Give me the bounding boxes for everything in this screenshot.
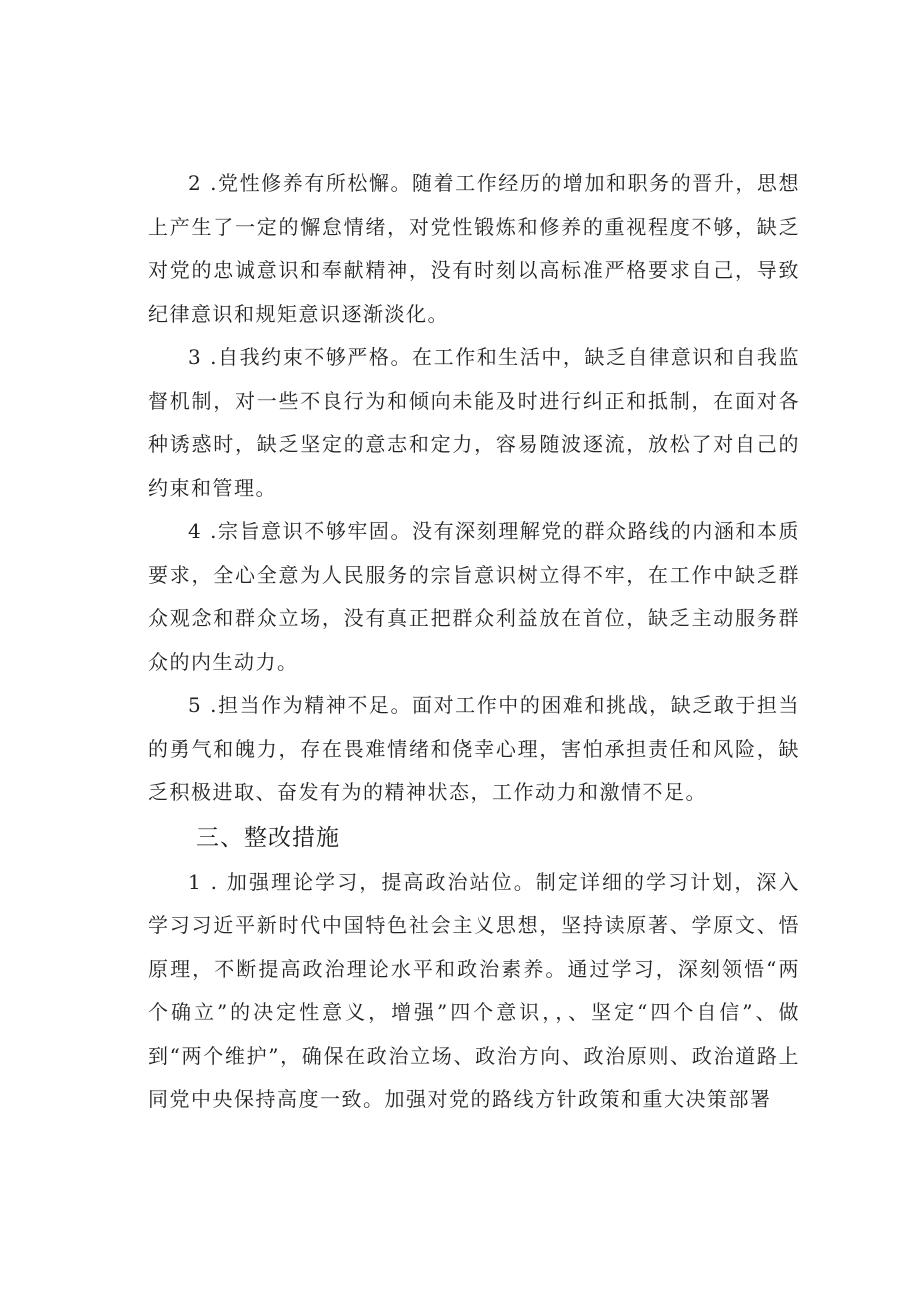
paragraph-item-3: 3 .自我约束不够严格。在工作和生活中，缺乏自律意识和自我监督机制，对一些不良行为和倾向未能及时进行纠正和抵制，在面对各种诱惑时，缺乏坚定的意志和定力，容易随波逐流，放松了对自己的约束和管理。 (148, 345, 800, 500)
section-heading: 三、整改措施 (196, 824, 340, 851)
document-body (148, 162, 800, 1122)
paragraph-item-4: 4 .宗旨意识不够牢固。没有深刻理解党的群众路线的内涵和本质要求，全心全意为人民服务的宗旨意识树立得不牢，在工作中缺乏群众观念和群众立场，没有真正把群众利益放在首位，缺乏主动服务群众的内生动力。 (148, 519, 800, 674)
measure-paragraph-1: 1 . 加强理论学习，提高政治站位。制定详细的学习计划，深入学习习近平新时代中国特色社会主义思想，坚持读原著、学原文、悟原理，不断提高政治理论水平和政治素养。通过学习，深刻领悟“两个确立”的决定性意义，增强”四个意识，，、坚定“四个自信”、做到“两个维护”，确保在政治立场、政治方向、政治原则、政治道路上同党中央保持高度一致。加强对党的路线方针政策和重大决策部署 (148, 869, 800, 1111)
paragraph-item-2: 2 .党性修养有所松懈。随着工作经历的增加和职务的晋升，思想上产生了一定的懈怠情绪，对党性锻炼和修养的重视程度不够，缺乏对党的忠诚意识和奉献精神，没有时刻以高标准严格要求自己，导致纪律意识和规矩意识逐渐淡化。 (148, 171, 800, 326)
paragraph-item-5: 5 .担当作为精神不足。面对工作中的困难和挑战，缺乏敢于担当的勇气和魄力，存在畏难情绪和侥幸心理，害怕承担责任和风险，缺乏积极进取、奋发有为的精神状态，工作动力和激情不足。 (148, 693, 800, 804)
